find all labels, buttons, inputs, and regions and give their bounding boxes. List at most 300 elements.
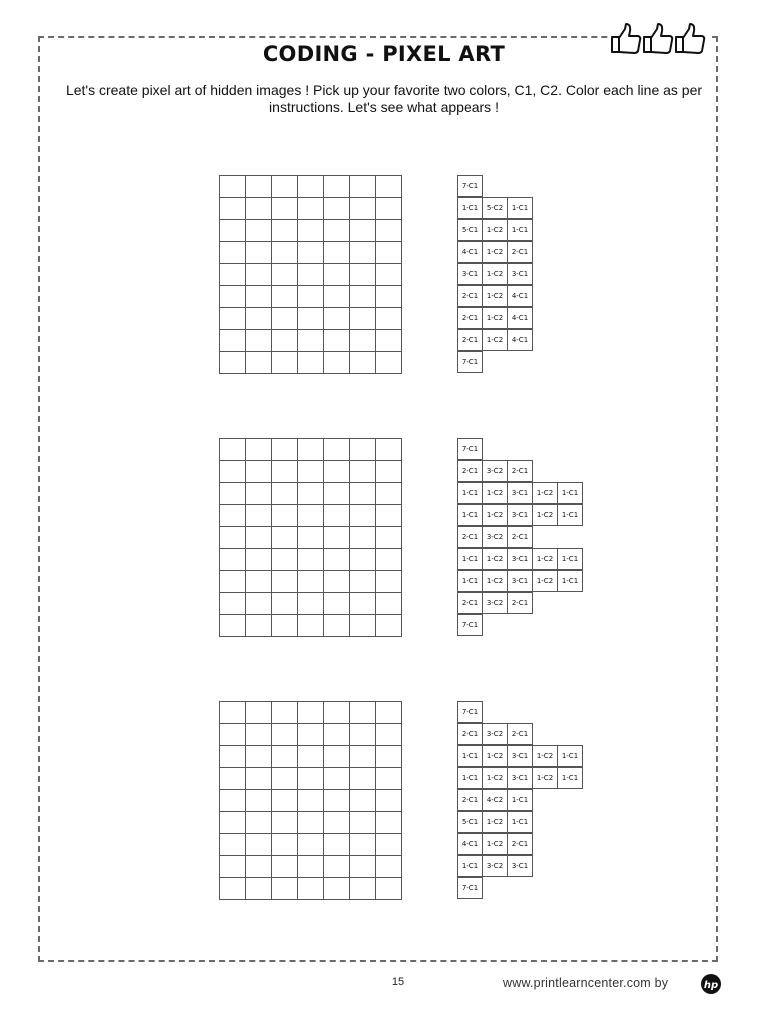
instruction-row: [457, 330, 533, 352]
grid-cell[interactable]: [220, 483, 246, 505]
grid-cell[interactable]: [272, 330, 298, 352]
grid-cell[interactable]: [324, 571, 350, 593]
grid-cell[interactable]: [324, 242, 350, 264]
grid-cell[interactable]: [246, 768, 272, 790]
grid-cell[interactable]: [220, 702, 246, 724]
grid-cell[interactable]: [324, 176, 350, 198]
grid-cell[interactable]: [298, 220, 324, 242]
instruction-cell: 3-C2: [482, 460, 508, 482]
instruction-table-3: [457, 702, 583, 900]
grid-cell[interactable]: [272, 176, 298, 198]
grid-cell[interactable]: [272, 615, 298, 637]
grid-cell[interactable]: [350, 571, 376, 593]
grid-cell[interactable]: [350, 549, 376, 571]
grid-cell[interactable]: [376, 505, 402, 527]
grid-cell[interactable]: [324, 264, 350, 286]
grid-cell[interactable]: [220, 593, 246, 615]
instruction-cell: 1-C2: [532, 745, 558, 767]
grid-cell[interactable]: [350, 242, 376, 264]
grid-cell[interactable]: [376, 220, 402, 242]
instruction-cell: 4-C1: [457, 833, 483, 855]
grid-cell[interactable]: [376, 746, 402, 768]
grid-cell[interactable]: [324, 834, 350, 856]
grid-cell[interactable]: [350, 834, 376, 856]
grid-cell[interactable]: [272, 856, 298, 878]
instruction-cell: 3-C1: [507, 548, 533, 570]
hp-logo-icon: [700, 973, 722, 1000]
instruction-row: [457, 768, 583, 790]
grid-cell[interactable]: [272, 878, 298, 900]
grid-cell[interactable]: [376, 856, 402, 878]
grid-cell[interactable]: [376, 264, 402, 286]
instruction-row: [457, 549, 583, 571]
instruction-cell: 3-C1: [507, 504, 533, 526]
instruction-cell: 4-C1: [507, 329, 533, 351]
instructions-line-2: instructions. Let's see what appears !: [269, 99, 499, 115]
instruction-row: [457, 615, 583, 637]
instruction-cell: 2-C1: [457, 723, 483, 745]
grid-cell[interactable]: [298, 308, 324, 330]
grid-cell[interactable]: [376, 790, 402, 812]
grid-cell[interactable]: [350, 856, 376, 878]
instruction-cell: 3-C1: [507, 855, 533, 877]
grid-cell[interactable]: [298, 878, 324, 900]
grid-cell[interactable]: [324, 746, 350, 768]
grid-cell[interactable]: [246, 220, 272, 242]
instruction-cell: 1-C2: [482, 833, 508, 855]
grid-cell[interactable]: [220, 220, 246, 242]
grid-cell[interactable]: [246, 746, 272, 768]
grid-cell[interactable]: [220, 527, 246, 549]
instruction-table-1: [457, 176, 533, 374]
instruction-cell: 2-C1: [507, 241, 533, 263]
instruction-cell: 1-C1: [457, 855, 483, 877]
grid-cell[interactable]: [298, 198, 324, 220]
grid-cell[interactable]: [376, 242, 402, 264]
instruction-cell: 2-C1: [457, 592, 483, 614]
instruction-cell: 4-C2: [482, 789, 508, 811]
grid-cell[interactable]: [376, 834, 402, 856]
grid-cell[interactable]: [220, 812, 246, 834]
grid-cell[interactable]: [298, 242, 324, 264]
grid-cell[interactable]: [324, 330, 350, 352]
instruction-cell: 3-C1: [507, 745, 533, 767]
grid-cell[interactable]: [298, 439, 324, 461]
grid-cell[interactable]: [246, 527, 272, 549]
grid-cell[interactable]: [350, 746, 376, 768]
instruction-cell: 1-C2: [482, 482, 508, 504]
grid-cell[interactable]: [298, 856, 324, 878]
grid-cell[interactable]: [350, 790, 376, 812]
grid-cell[interactable]: [246, 461, 272, 483]
grid-cell[interactable]: [376, 615, 402, 637]
grid-cell[interactable]: [298, 571, 324, 593]
instruction-cell: 1-C1: [557, 745, 583, 767]
grid-cell[interactable]: [298, 768, 324, 790]
grid-cell[interactable]: [350, 264, 376, 286]
grid-cell[interactable]: [298, 505, 324, 527]
grid-cell[interactable]: [246, 812, 272, 834]
instructions-line-1: Let's create pixel art of hidden images ! Pick up your favorite two colors, C1, C2. Color each line as per: [65, 82, 703, 98]
grid-cell[interactable]: [246, 330, 272, 352]
grid-cell[interactable]: [272, 571, 298, 593]
grid-cell[interactable]: [220, 308, 246, 330]
instruction-cell: 1-C2: [482, 307, 508, 329]
grid-cell[interactable]: [376, 483, 402, 505]
grid-cell[interactable]: [298, 176, 324, 198]
grid-cell[interactable]: [246, 615, 272, 637]
instruction-row: [457, 878, 583, 900]
grid-cell[interactable]: [246, 198, 272, 220]
grid-cell[interactable]: [272, 812, 298, 834]
instruction-cell: 1-C2: [482, 548, 508, 570]
grid-cell[interactable]: [246, 593, 272, 615]
grid-cell[interactable]: [324, 878, 350, 900]
grid-cell[interactable]: [272, 505, 298, 527]
instruction-row: [457, 220, 533, 242]
grid-cell[interactable]: [350, 812, 376, 834]
grid-cell[interactable]: [272, 593, 298, 615]
instruction-cell: 1-C1: [507, 811, 533, 833]
grid-cell[interactable]: [220, 461, 246, 483]
grid-cell[interactable]: [220, 286, 246, 308]
instruction-cell: 1-C2: [532, 548, 558, 570]
instruction-cell: 1-C1: [457, 767, 483, 789]
grid-cell[interactable]: [272, 220, 298, 242]
grid-cell[interactable]: [246, 702, 272, 724]
grid-cell[interactable]: [220, 352, 246, 374]
grid-cell[interactable]: [298, 746, 324, 768]
instruction-row: [457, 746, 583, 768]
grid-cell[interactable]: [272, 768, 298, 790]
instruction-cell: 2-C1: [457, 329, 483, 351]
grid-cell[interactable]: [324, 593, 350, 615]
grid-cell[interactable]: [246, 834, 272, 856]
instruction-cell: 1-C1: [457, 197, 483, 219]
grid-cell[interactable]: [350, 702, 376, 724]
grid-cell[interactable]: [246, 264, 272, 286]
grid-cell[interactable]: [376, 352, 402, 374]
instruction-cell: 2-C1: [457, 307, 483, 329]
grid-cell[interactable]: [272, 461, 298, 483]
grid-cell[interactable]: [350, 505, 376, 527]
pixel-grid-1[interactable]: [219, 175, 402, 374]
grid-cell[interactable]: [350, 615, 376, 637]
grid-cell[interactable]: [272, 527, 298, 549]
grid-cell[interactable]: [220, 790, 246, 812]
grid-cell[interactable]: [298, 483, 324, 505]
instruction-row: [457, 527, 583, 549]
grid-cell[interactable]: [324, 812, 350, 834]
grid-cell[interactable]: [376, 724, 402, 746]
grid-cell[interactable]: [246, 571, 272, 593]
instruction-cell: 1-C2: [482, 504, 508, 526]
grid-cell[interactable]: [324, 856, 350, 878]
grid-cell[interactable]: [376, 330, 402, 352]
instruction-cell: 2-C1: [457, 789, 483, 811]
grid-cell[interactable]: [246, 483, 272, 505]
instruction-cell: 1-C2: [482, 811, 508, 833]
pixel-grid-2[interactable]: [219, 438, 402, 637]
grid-cell[interactable]: [246, 176, 272, 198]
instruction-cell: 2-C1: [507, 723, 533, 745]
grid-cell[interactable]: [298, 834, 324, 856]
grid-cell[interactable]: [246, 856, 272, 878]
instruction-cell: 3-C1: [507, 263, 533, 285]
instruction-row: [457, 286, 533, 308]
grid-cell[interactable]: [350, 483, 376, 505]
grid-cell[interactable]: [324, 768, 350, 790]
pixel-grid-3[interactable]: [219, 701, 402, 900]
instruction-cell: 3-C1: [507, 767, 533, 789]
grid-cell[interactable]: [246, 242, 272, 264]
grid-cell[interactable]: [272, 483, 298, 505]
grid-cell[interactable]: [220, 330, 246, 352]
instruction-row: [457, 352, 533, 374]
instruction-cell: 7-C1: [457, 877, 483, 899]
grid-cell[interactable]: [246, 286, 272, 308]
grid-cell[interactable]: [324, 198, 350, 220]
grid-cell[interactable]: [376, 549, 402, 571]
grid-cell[interactable]: [376, 878, 402, 900]
instruction-row: [457, 242, 533, 264]
instruction-cell: 1-C1: [507, 789, 533, 811]
grid-cell[interactable]: [220, 834, 246, 856]
grid-cell[interactable]: [376, 198, 402, 220]
page-title: CODING - PIXEL ART: [262, 42, 506, 66]
grid-cell[interactable]: [220, 439, 246, 461]
grid-cell[interactable]: [298, 615, 324, 637]
grid-cell[interactable]: [220, 242, 246, 264]
grid-cell[interactable]: [220, 878, 246, 900]
instruction-row: [457, 593, 583, 615]
instruction-row: [457, 856, 583, 878]
instruction-cell: 7-C1: [457, 175, 483, 197]
grid-cell[interactable]: [376, 702, 402, 724]
instruction-cell: 5-C1: [457, 219, 483, 241]
instruction-row: [457, 461, 583, 483]
grid-cell[interactable]: [272, 198, 298, 220]
grid-cell[interactable]: [272, 308, 298, 330]
instruction-row: [457, 724, 583, 746]
grid-cell[interactable]: [324, 505, 350, 527]
grid-cell[interactable]: [298, 527, 324, 549]
grid-cell[interactable]: [324, 615, 350, 637]
grid-cell[interactable]: [220, 505, 246, 527]
grid-cell[interactable]: [350, 461, 376, 483]
grid-cell[interactable]: [298, 702, 324, 724]
grid-cell[interactable]: [298, 286, 324, 308]
grid-cell[interactable]: [272, 549, 298, 571]
grid-cell[interactable]: [350, 439, 376, 461]
grid-cell[interactable]: [298, 724, 324, 746]
grid-cell[interactable]: [350, 308, 376, 330]
grid-cell[interactable]: [350, 593, 376, 615]
instruction-cell: 7-C1: [457, 438, 483, 460]
grid-cell[interactable]: [324, 286, 350, 308]
instruction-cell: 3-C2: [482, 723, 508, 745]
instruction-cell: 1-C2: [482, 745, 508, 767]
grid-cell[interactable]: [324, 461, 350, 483]
instruction-cell: 2-C1: [457, 526, 483, 548]
grid-cell[interactable]: [220, 549, 246, 571]
grid-cell[interactable]: [324, 439, 350, 461]
grid-cell[interactable]: [220, 571, 246, 593]
instruction-cell: 1-C2: [482, 767, 508, 789]
grid-cell[interactable]: [350, 286, 376, 308]
grid-cell[interactable]: [298, 790, 324, 812]
instruction-row: [457, 834, 583, 856]
grid-cell[interactable]: [272, 439, 298, 461]
grid-cell[interactable]: [324, 724, 350, 746]
grid-cell[interactable]: [246, 352, 272, 374]
grid-cell[interactable]: [246, 308, 272, 330]
instruction-cell: 1-C1: [507, 197, 533, 219]
grid-cell[interactable]: [324, 527, 350, 549]
grid-cell[interactable]: [246, 790, 272, 812]
instruction-cell: 3-C2: [482, 855, 508, 877]
instruction-cell: 1-C1: [557, 482, 583, 504]
grid-cell[interactable]: [272, 834, 298, 856]
grid-cell[interactable]: [272, 286, 298, 308]
grid-cell[interactable]: [246, 439, 272, 461]
grid-cell[interactable]: [350, 352, 376, 374]
page-number: 15: [391, 976, 405, 988]
grid-cell[interactable]: [298, 461, 324, 483]
instruction-cell: 1-C2: [532, 767, 558, 789]
grid-cell[interactable]: [220, 724, 246, 746]
instruction-cell: 1-C2: [532, 570, 558, 592]
instruction-cell: 1-C2: [482, 570, 508, 592]
footer-website: www.printlearncenter.com by: [503, 976, 669, 990]
grid-cell[interactable]: [220, 768, 246, 790]
instruction-cell: 2-C1: [457, 460, 483, 482]
grid-cell[interactable]: [220, 176, 246, 198]
instruction-cell: 7-C1: [457, 351, 483, 373]
grid-cell[interactable]: [350, 198, 376, 220]
instruction-cell: 1-C2: [482, 241, 508, 263]
grid-cell[interactable]: [376, 461, 402, 483]
instruction-table-2: [457, 439, 583, 637]
grid-cell[interactable]: [298, 549, 324, 571]
grid-cell[interactable]: [324, 352, 350, 374]
grid-cell[interactable]: [350, 768, 376, 790]
instruction-cell: 1-C2: [532, 482, 558, 504]
grid-cell[interactable]: [324, 220, 350, 242]
instruction-row: [457, 439, 583, 461]
grid-cell[interactable]: [324, 702, 350, 724]
grid-cell[interactable]: [376, 571, 402, 593]
grid-cell[interactable]: [220, 856, 246, 878]
grid-cell[interactable]: [350, 220, 376, 242]
grid-cell[interactable]: [220, 746, 246, 768]
svg-text:hp: hp: [703, 980, 719, 991]
grid-cell[interactable]: [246, 505, 272, 527]
grid-cell[interactable]: [376, 593, 402, 615]
instruction-cell: 3-C1: [507, 482, 533, 504]
grid-cell[interactable]: [376, 768, 402, 790]
grid-cell[interactable]: [220, 264, 246, 286]
grid-cell[interactable]: [376, 308, 402, 330]
grid-cell[interactable]: [376, 286, 402, 308]
grid-cell[interactable]: [220, 198, 246, 220]
instruction-cell: 2-C1: [507, 592, 533, 614]
grid-cell[interactable]: [272, 264, 298, 286]
instruction-row: [457, 790, 583, 812]
instruction-row: [457, 702, 583, 724]
instruction-cell: 4-C1: [507, 285, 533, 307]
instruction-row: [457, 264, 533, 286]
instruction-row: [457, 308, 533, 330]
grid-cell[interactable]: [246, 724, 272, 746]
grid-cell[interactable]: [324, 790, 350, 812]
instruction-cell: 1-C1: [457, 745, 483, 767]
grid-cell[interactable]: [298, 352, 324, 374]
instruction-row: [457, 571, 583, 593]
grid-cell[interactable]: [376, 176, 402, 198]
instruction-cell: 1-C1: [557, 504, 583, 526]
grid-cell[interactable]: [350, 724, 376, 746]
instruction-cell: 1-C1: [557, 548, 583, 570]
grid-cell[interactable]: [376, 527, 402, 549]
grid-cell[interactable]: [376, 812, 402, 834]
instruction-cell: 5-C1: [457, 811, 483, 833]
instruction-cell: 1-C1: [557, 767, 583, 789]
grid-cell[interactable]: [350, 176, 376, 198]
grid-cell[interactable]: [298, 330, 324, 352]
instruction-cell: 1-C2: [482, 285, 508, 307]
grid-cell[interactable]: [324, 308, 350, 330]
instruction-cell: 1-C2: [482, 329, 508, 351]
grid-cell[interactable]: [272, 242, 298, 264]
instruction-cell: 3-C2: [482, 592, 508, 614]
instruction-row: [457, 176, 533, 198]
instruction-cell: 4-C1: [507, 307, 533, 329]
instruction-cell: 2-C1: [457, 285, 483, 307]
instruction-cell: 1-C1: [457, 482, 483, 504]
grid-cell[interactable]: [298, 812, 324, 834]
grid-cell[interactable]: [376, 439, 402, 461]
grid-cell[interactable]: [246, 878, 272, 900]
instruction-row: [457, 483, 583, 505]
instruction-cell: 2-C1: [507, 833, 533, 855]
instruction-cell: 7-C1: [457, 701, 483, 723]
grid-cell[interactable]: [298, 593, 324, 615]
instruction-cell: 4-C1: [457, 241, 483, 263]
instruction-cell: 1-C2: [482, 219, 508, 241]
instruction-row: [457, 198, 533, 220]
grid-cell[interactable]: [272, 790, 298, 812]
grid-cell[interactable]: [324, 549, 350, 571]
grid-cell[interactable]: [246, 549, 272, 571]
instruction-cell: 2-C1: [507, 460, 533, 482]
instruction-cell: 3-C1: [507, 570, 533, 592]
grid-cell[interactable]: [220, 615, 246, 637]
instruction-cell: 2-C1: [507, 526, 533, 548]
instruction-cell: 1-C1: [457, 504, 483, 526]
grid-cell[interactable]: [350, 878, 376, 900]
grid-cell[interactable]: [324, 483, 350, 505]
grid-cell[interactable]: [272, 746, 298, 768]
grid-cell[interactable]: [272, 352, 298, 374]
instruction-cell: 1-C2: [532, 504, 558, 526]
grid-cell[interactable]: [298, 264, 324, 286]
grid-cell[interactable]: [272, 702, 298, 724]
instruction-cell: 1-C2: [482, 263, 508, 285]
grid-cell[interactable]: [350, 527, 376, 549]
grid-cell[interactable]: [272, 724, 298, 746]
grid-cell[interactable]: [350, 330, 376, 352]
